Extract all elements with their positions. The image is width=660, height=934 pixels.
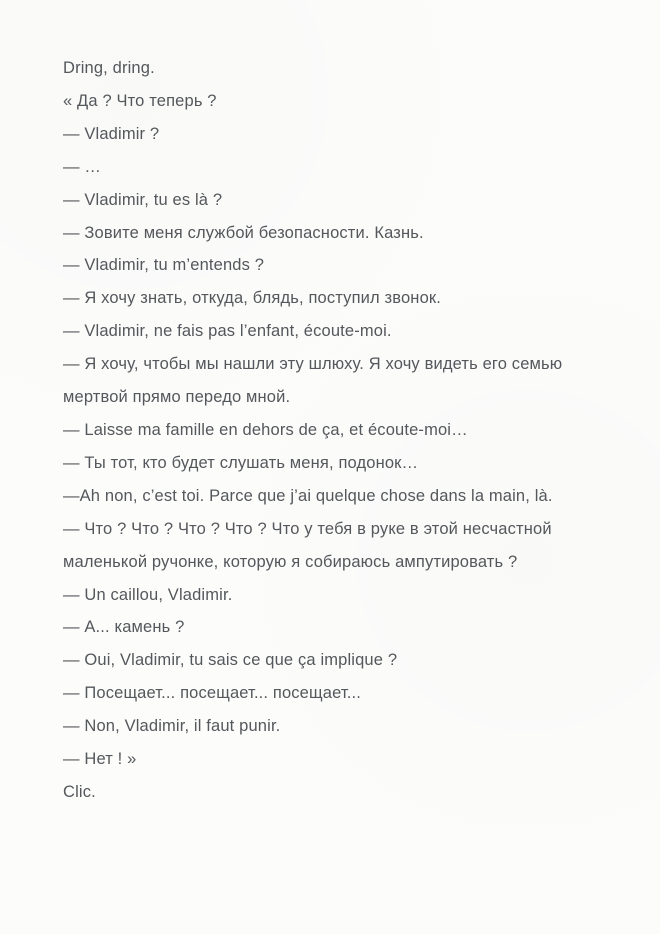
paragraph: Dring, dring.: [63, 59, 155, 77]
paragraph: — Un caillou, Vladimir.: [63, 585, 233, 604]
paragraph: — Vladimir, tu es là ?: [63, 190, 223, 209]
paragraph: —Ah non, c’est toi. Parce que j’ai quelque chose dans la main, là.: [63, 486, 553, 505]
paragraph: — Я хочу знать, откуда, блядь, поступил звонок.: [63, 289, 442, 308]
paragraph: — Vladimir, ne fais pas l’enfant, écoute-moi.: [63, 322, 392, 341]
paragraph: — А... камень ?: [63, 618, 185, 637]
paragraph: — Non, Vladimir, il faut punir.: [63, 717, 281, 736]
paragraph: — Ты тот, кто будет слушать меня, подонок…: [63, 453, 419, 472]
paragraph: Clic.: [63, 782, 96, 801]
dialogue-text: [63, 52, 602, 809]
paragraph: — Vladimir ?: [63, 124, 160, 143]
paragraph: « Да ? Что теперь ?: [63, 91, 217, 110]
paragraph: — Laisse ma famille en dehors de ça, et écoute-moi…: [63, 420, 468, 439]
paragraph: — Посещает... посещает... посещает...: [63, 684, 361, 703]
paragraph: — Зовите меня службой безопасности. Казнь.: [63, 223, 424, 242]
paragraph: — Нет ! »: [63, 750, 137, 769]
paragraph: — Что ? Что ? Что ? Что ? Что у тебя в руке в этой несчастной маленькой ручонке, которую я собираюсь ампутировать ?: [63, 519, 552, 571]
paragraph: — Я хочу, чтобы мы нашли эту шлюху. Я хочу видеть его семью мертвой прямо передо мной.: [63, 355, 563, 407]
paragraph: — Oui, Vladimir, tu sais ce que ça implique ?: [63, 651, 398, 670]
paragraph: — Vladimir, tu m’entends ?: [63, 256, 265, 275]
paragraph: — …: [63, 157, 102, 176]
